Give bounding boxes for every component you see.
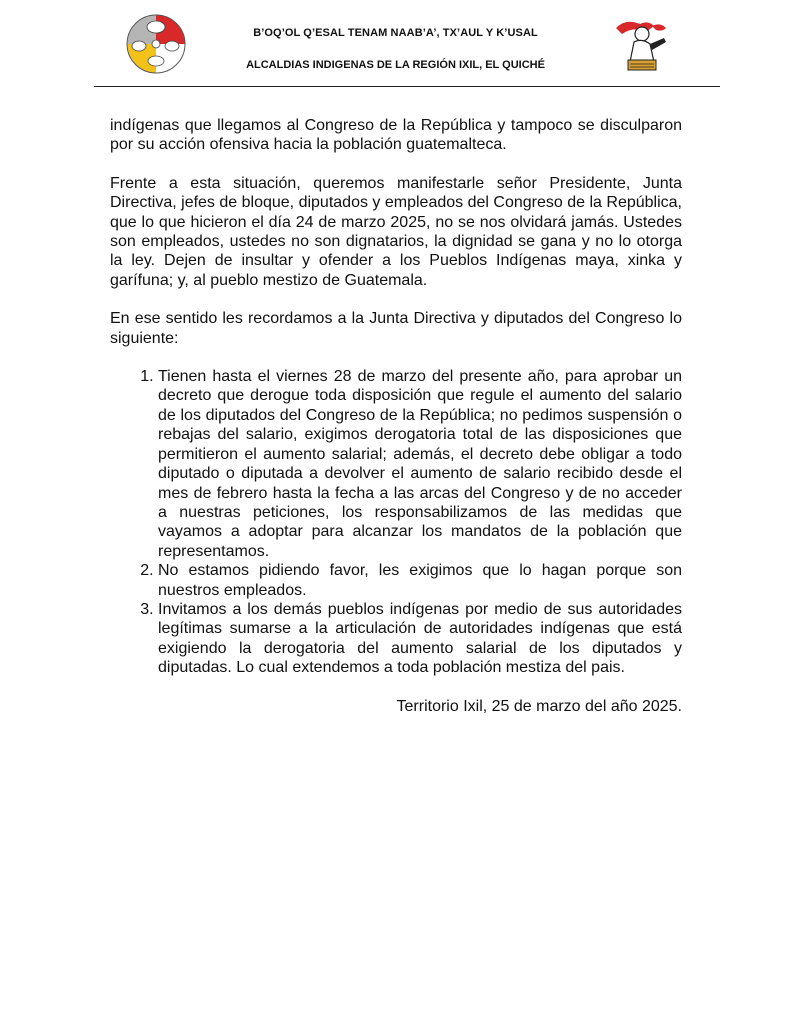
demands-list	[110, 367, 682, 678]
paragraph: indígenas que llegamos al Congreso de la República y tampoco se disculparon por su acción ofensiva hacia la población guatemalteca.	[110, 117, 682, 154]
header-subtitle: ALCALDIAS INDIGENAS DE LA REGIÓN IXIL, EL QUICHÉ	[246, 59, 545, 71]
paragraph: En ese sentido les recordamos a la Junta Directiva y diputados del Congreso lo siguiente:	[110, 310, 682, 347]
list-item: 2. No estamos pidiendo favor, les exigimos que lo hagan porque son nuestros empleados.	[158, 561, 682, 600]
header-divider	[94, 86, 720, 87]
document-header	[0, 0, 791, 92]
list-item: 1. Tienen hasta el viernes 28 de marzo del presente año, para aprobar un decreto que derogue toda disposición que regule el aumento del salario de los diputados del Congreso de la República; no pedimos suspensión o rebajas del salario, exigimos derogatoria total de las disposiciones que permitieron el aumento salarial; además, el decreto debe obligar a todo diputado o diputada a devolver el aumento de salario recibido desde el mes de febrero hasta la fecha a las arcas del Congreso y de no acceder a nuestras peticiones, los responsabilizamos de las medidas que vayamos a adoptar para alcanzar los mandatos de la población que representamos.	[158, 367, 682, 561]
ixil-figure-emblem-icon	[612, 14, 670, 76]
paragraph: Frente a esta situación, queremos manifestarle señor Presidente, Junta Directiva, jefes de bloque, diputados y empleados del Congreso de la República, que lo que hicieron el día 24 de marzo 2025, no se nos olvidará jamás. Ustedes son empleados, ustedes no son dignatarios, la dignidad se gana y no lo otorga la ley. Dejen de insultar y ofender a los Pueblos Indígenas maya, xinka y garífuna; y, al pueblo mestizo de Guatemala.	[110, 174, 682, 289]
letter-body	[110, 116, 682, 716]
list-item: 3. Invitamos a los demás pueblos indígenas por medio de sus autoridades legítimas sumarse a la articulación de autoridades indígenas que está exigiendo la derogatoria del aumento salarial de los diputados y diputadas. Lo cual extendemos a toda población mestiza del pais.	[158, 600, 682, 678]
header-organization-name: B’OQ’OL Q’ESAL TENAM NAAB’A’, TX’AUL Y K’USAL	[253, 27, 538, 39]
closing-place-date: Territorio Ixil, 25 de marzo del año 2025.	[396, 697, 682, 715]
